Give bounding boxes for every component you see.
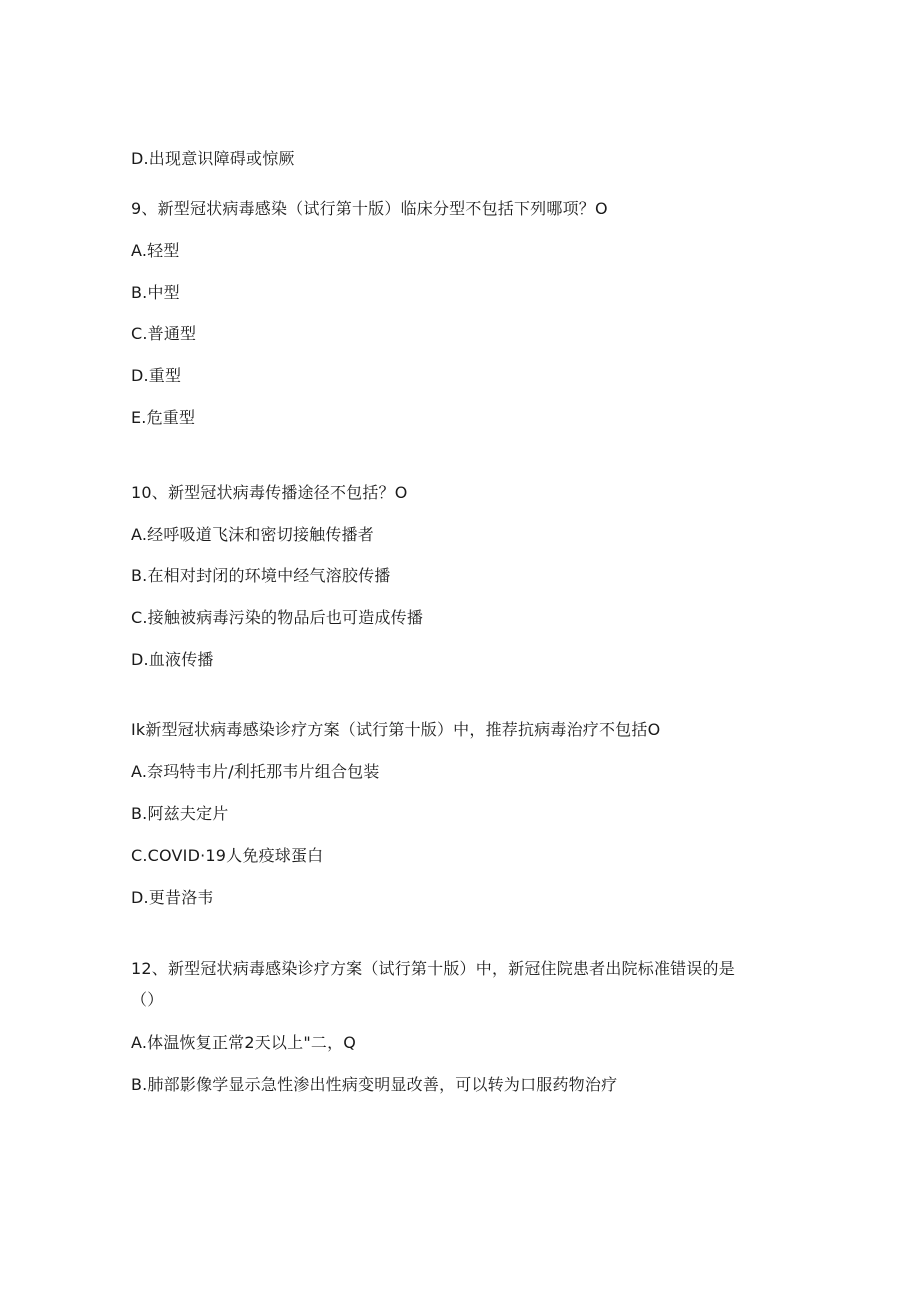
q11-option-d: D.更昔洛韦 (131, 888, 214, 907)
q9-option-b: B.中型 (131, 283, 180, 302)
q11-option-a: A.奈玛特韦片/利托那韦片组合包装 (131, 762, 380, 781)
q12-option-b: B.肺部影像学显示急性渗出性病变明显改善，可以转为口服药物治疗 (131, 1075, 618, 1094)
q9-stem: 9、新型冠状病毒感染（试行第十版）临床分型不包括下列哪项？O (131, 199, 608, 218)
q12-option-a: A.体温恢复正常2天以上"二，Q (131, 1033, 357, 1052)
q11-stem: Ik新型冠状病毒感染诊疗方案（试行第十版）中，推荐抗病毒治疗不包括O (131, 720, 661, 739)
q12-stem-line2: （） (131, 990, 164, 1009)
q10-option-a: A.经呼吸道飞沫和密切接触传播者 (131, 525, 374, 544)
q12-stem-line1: 12、新型冠状病毒感染诊疗方案（试行第十版）中，新冠住院患者出院标准错误的是 (131, 959, 735, 978)
q9-option-a: A.轻型 (131, 241, 180, 260)
q10-option-c: C.接触被病毒污染的物品后也可造成传播 (131, 608, 424, 627)
q10-stem: 10、新型冠状病毒传播途径不包括？O (131, 483, 408, 502)
q9-option-d: D.重型 (131, 366, 182, 385)
q10-option-d: D.血液传播 (131, 650, 214, 669)
q9-option-e: E.危重型 (131, 408, 196, 427)
q11-option-b: B.阿兹夫定片 (131, 804, 229, 823)
q9-option-c: C.普通型 (131, 324, 197, 343)
q11-option-c: C.COVID·19人免疫球蛋白 (131, 846, 324, 865)
q10-option-b: B.在相对封闭的环境中经气溶胶传播 (131, 566, 391, 585)
q8-option-d: D.出现意识障碍或惊厥 (131, 149, 295, 168)
